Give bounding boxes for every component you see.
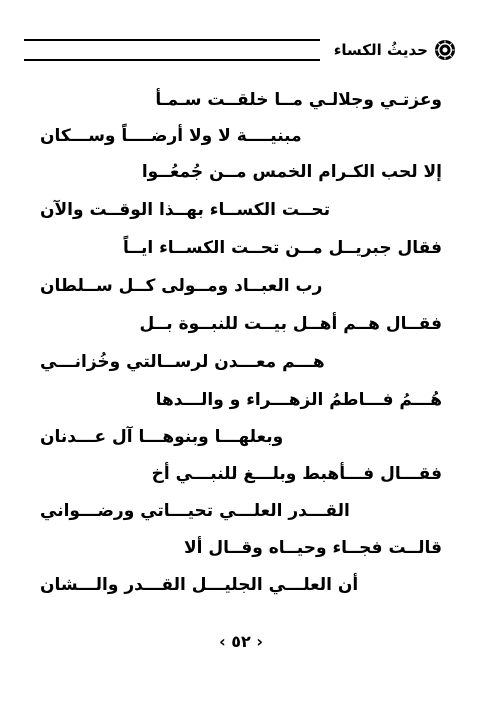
verse-line-11: فقـــال فـــأهبط وبلـــغ للنبـــي أخ: [151, 464, 442, 484]
verse-line-8: هـــم معـــدن لرســالتي وخُزانـــي: [40, 352, 325, 372]
verse-line-7: فقــال هــم أهــل بيــت للنبــوة بــل: [139, 314, 442, 334]
page-number: ‹ ٥٢ ›: [219, 632, 263, 651]
header-title-box: [320, 34, 458, 66]
ornament-icon: [434, 39, 456, 61]
verse-line-3: إلا لحب الكـرام الخمس مــن جُمعُــوا: [141, 162, 442, 182]
verse-line-6: رب العبــاد ومــولى كــل ســلطان: [40, 276, 323, 296]
verse-line-4: تحــت الكســاء بهــذا الوقــت والآن: [40, 200, 331, 220]
header-title: حديثُ الكساء: [333, 41, 428, 59]
verse-line-1: وعزتـي وجلالـي مــا خلقــت سـمـأ: [155, 90, 442, 110]
verse-line-9: هُـــمُ فـــاطمُ الزهـــراء و والـــدها: [155, 390, 442, 410]
verse-line-12: القـــدر العلـــي تحيـــاتي ورضـــواني: [40, 501, 350, 521]
verse-line-14: أن العلـــي الجليـــل القـــدر والـــشان: [40, 575, 359, 595]
verse-line-10: وبعلهـــا وبنوهـــا آل عـــدنان: [40, 427, 284, 447]
verse-line-5: فقال جبريــل مــن تحــت الكســاء ايــاً: [122, 238, 442, 258]
verse-line-13: قالــت فجــاء وحيــاه وقــال ألا: [183, 538, 442, 558]
verse-line-2: مبنيــــة لا ولا أرضــــاً وســـكان: [40, 126, 302, 146]
running-header: [24, 34, 458, 72]
